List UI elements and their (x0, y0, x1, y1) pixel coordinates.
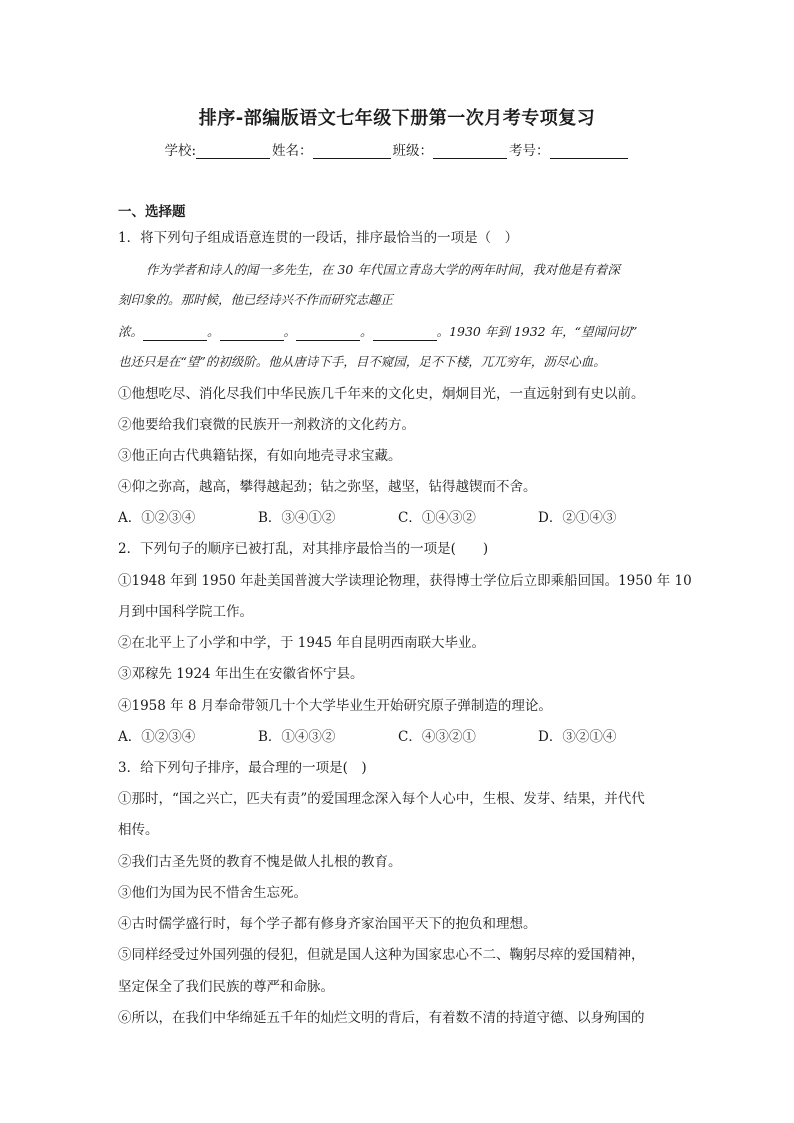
number-blank[interactable] (550, 144, 628, 159)
q1-options (118, 509, 678, 527)
q1-blank-4[interactable] (373, 326, 437, 341)
section-heading: 一、选择题 (118, 204, 186, 220)
q1-stem: 1．将下列句子组成语意连贯的一段话，排序最恰当的一项是（ ） (118, 230, 519, 246)
q2-sentence-4: ④1958 年 8 月奉命带领几十个大学毕业生开始研究原子弹制造的理论。 (118, 698, 552, 714)
q1-passage-line1: 作为学者和诗人的闻一多先生，在 30 年代国立青岛大学的两年时间，我对他是有着深 (146, 262, 620, 277)
q3-sentence-1a: ①那时，“国之兴亡，匹夫有责”的爱国理念深入每个人心中，生根、发芽、结果，并代代 (118, 791, 645, 807)
q1-passage-line3 (118, 323, 678, 341)
q1-sentence-4: ④仰之弥高，越高，攀得越起劲；钻之弥坚，越坚，钻得越锲而不舍。 (118, 479, 537, 495)
q1-passage-line2: 刻印象的。那时候，他已经诗兴不作而研究志趣正 (118, 292, 394, 307)
q3-sentence-6: ⑥所以，在我们中华绵延五千年的灿烂文明的背后，有着数不清的持道守德、以身殉国的 (118, 1010, 645, 1026)
q2-option-b[interactable]: B．①④③② (258, 729, 336, 745)
q3-sentence-2: ②我们古圣先贤的教育不愧是做人扎根的教育。 (118, 854, 402, 870)
q1-passage-start: 浓。 (118, 324, 144, 339)
q2-stem: 2．下列句子的顺序已被打乱，对其排序最恰当的一项是( ) (118, 541, 489, 557)
school-blank[interactable] (196, 144, 270, 159)
q2-options (118, 728, 678, 746)
number-label: 考号： (509, 143, 550, 159)
q1-sep: 。 (360, 324, 373, 339)
q1-sep: 。 (283, 324, 297, 339)
class-blank[interactable] (433, 144, 507, 159)
q3-sentence-3: ③他们为国为民不惜舍生忘死。 (118, 885, 307, 901)
q1-sentence-3: ③他正向古代典籍钻探，有如向地壳寻求宝藏。 (118, 448, 402, 464)
q3-sentence-1b: 相传。 (118, 822, 159, 838)
q3-sentence-5a: ⑤同样经受过外国列强的侵犯，但就是国人这种为国家忠心不二、鞠躬尽瘁的爱国精神， (118, 947, 645, 963)
q2-sentence-1a: ①1948 年到 1950 年赴美国普渡大学读理论物理，获得博士学位后立即乘船回国。1950 年 10 (118, 573, 692, 589)
name-label: 姓名： (272, 143, 313, 159)
q1-blank-2[interactable] (220, 326, 284, 341)
name-blank[interactable] (313, 144, 391, 159)
q1-passage-line4: 也还只是在“望”的初级阶。他从唐诗下手，目不窥园，足不下楼，兀兀穷年，沥尽心血。 (118, 354, 606, 369)
q1-option-b[interactable]: B．③④①② (258, 510, 336, 526)
q3-sentence-4: ④古时儒学盛行时，每个学子都有修身齐家治国平天下的抱负和理想。 (118, 916, 537, 932)
student-info-row (0, 139, 794, 159)
school-label: 学校: (164, 143, 197, 159)
document-title: 排序-部编版语文七年级下册第一次月考专项复习 (198, 108, 596, 129)
q2-option-d[interactable]: D．③②①④ (538, 729, 617, 745)
q1-option-d[interactable]: D．②①④③ (538, 510, 617, 526)
q2-option-a[interactable]: A．①②③④ (118, 729, 196, 745)
q1-option-a[interactable]: A．①②③④ (118, 510, 196, 526)
q3-sentence-5b: 坚定保全了我们民族的尊严和命脉。 (118, 979, 334, 995)
q2-sentence-3: ③邓稼先 1924 年出生在安徽省怀宁县。 (118, 666, 364, 682)
q1-blank-3[interactable] (296, 326, 360, 341)
q2-sentence-2: ②在北平上了小学和中学，于 1945 年自昆明西南联大毕业。 (118, 635, 485, 651)
q1-option-c[interactable]: C．①④③② (398, 510, 476, 526)
q1-sep: 。 (207, 324, 220, 339)
class-label: 班级： (392, 143, 434, 159)
q3-stem: 3．给下列句子排序，最合理的一项是( ) (118, 760, 367, 776)
q1-blank-1[interactable] (143, 326, 207, 341)
q2-option-c[interactable]: C．④③②① (398, 729, 476, 745)
q1-passage-end: 。1930 年到 1932 年，“望闻问切” (436, 324, 638, 339)
q2-sentence-1b: 月到中国科学院工作。 (118, 604, 253, 620)
q1-sentence-2: ②他要给我们衰微的民族开一剂救济的文化药方。 (118, 417, 415, 433)
q1-sentence-1: ①他想吃尽、消化尽我们中华民族几千年来的文化史，炯炯目光，一直远射到有史以前。 (118, 386, 645, 402)
